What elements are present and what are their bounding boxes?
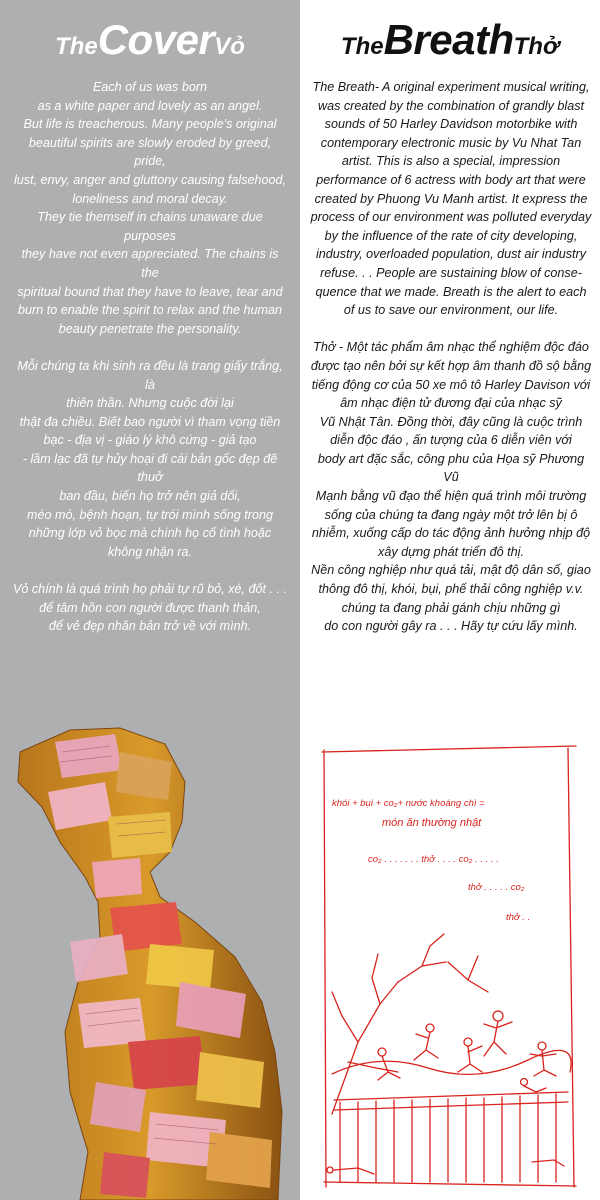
breath-title xyxy=(300,14,600,76)
breath-paragraph-english: The Breath- A original experiment musical writing, was created by the combination of grandly blast sounds of 50 Harley Davidson motorbike with contemporary electronic music by Vu Nhat Tan artist. This is also a special, impression performance of 6 actress with body art that were created by Phuong Vu Manh artist. It express the process of our environment was polluted everyday by the influence of the rate of city developing, industry, overloaded population, dust air industry refuse. . . People are sustaining blow of conse- quence that we made. Breath is the alert to each of us to save our environment, our life. xyxy=(310,80,592,318)
breath-paragraph-vietnamese: Thở - Một tác phẩm âm nhạc thể nghiệm độc đáo được tạo nên bởi sự kết hợp âm thanh đồ sộ bằng tiếng động cơ của 50 xe mô tô Harley Davison với âm nhạc điện tử đương đại của nhạc sỹ Vũ Nhật Tân. Đồng thời, đây cũng là cuộc trình diễn độc đáo , ấn tượng của 6 diễn viên với body art đặc sắc, công phu của Họa sỹ Phương Vũ Mạnh bằng vũ đạo thể hiện quá trình môi trường sống của chúng ta đang ngày một trở lên bị ô nhiễm, xuống cấp do tác động ảnh hưởng nhịp độ xây dựng phát triển đô thị. Nền công nghiệp như quá tải, mật độ dân số, giao thông đô thị, khói, bụi, phế thải công nghiệp v.v. chúng ta đang phải gánh chịu những gì do con người gây ra . . . Hãy tự cứu lấy mình. xyxy=(310,340,592,634)
cover-title xyxy=(0,14,300,76)
banknote-sculpture-image xyxy=(0,712,300,1200)
sketch-text-line4: thở . . . . . co₂ xyxy=(468,882,525,893)
cover-title-vn: Vỏ xyxy=(214,33,245,60)
cover-paragraph-closing: Vỏ chính là quá trình họ phải tự rũ bỏ, xé, đốt . . . để tâm hồn con người được thanh thản, để vẻ đẹp nhân bản trở về với mình. xyxy=(12,582,288,634)
sketch-text-line5: thở . . xyxy=(506,912,531,923)
cover-text xyxy=(12,78,288,636)
cover-title-main: Cover xyxy=(97,16,215,63)
breath-title-the: The xyxy=(340,33,384,60)
cover-paragraph-vietnamese: Mỗi chúng ta khi sinh ra đều là trang giấy trắng, là thiên thần. Nhưng cuộc đời lại thật đa chiều. Biết bao người vì tham vọng tiền bạc - địa vị - giáo lý khô cứng - giả tạo - lầm lạc đã tự hủy hoại đi cái bản gốc đẹp đẽ thuở ban đầu, biến họ trở nên giả dối, méo mó, bệnh hoạn, tự trói mình sống trong những lớp vỏ bọc mà chính họ cố tình hoặc không nhận ra. xyxy=(17,358,283,559)
breath-title-main: Breath xyxy=(383,16,514,63)
sketch-text-line1: khói + bụi + co₂+ nước khoáng chì = xyxy=(332,798,485,809)
breath-text xyxy=(310,78,592,636)
sketch-text-line3: co₂ . . . . . . . thở . . . . co₂ . . . . . xyxy=(368,854,499,865)
breath-title-vn: Thở xyxy=(513,33,560,60)
cover-title-the: The xyxy=(55,33,98,60)
sketch-text-line2: món ăn thường nhật xyxy=(382,817,482,829)
cover-paragraph-english: Each of us was born as a white paper and lovely as an angel. But life is treacherous. Many people's original beautiful spirits are slowly eroded by greed, pride, lust, envy, anger and gluttony causing falsehood, loneliness and moral decay. They tie themself in chains unaware due purposes they have not even appreciated. The chains is the spiritual bound that they have to leave, tear and burn to enable the spirit to relax and the human beauty penetrate the personality. xyxy=(13,80,287,336)
red-sketch-drawing xyxy=(318,742,582,1192)
